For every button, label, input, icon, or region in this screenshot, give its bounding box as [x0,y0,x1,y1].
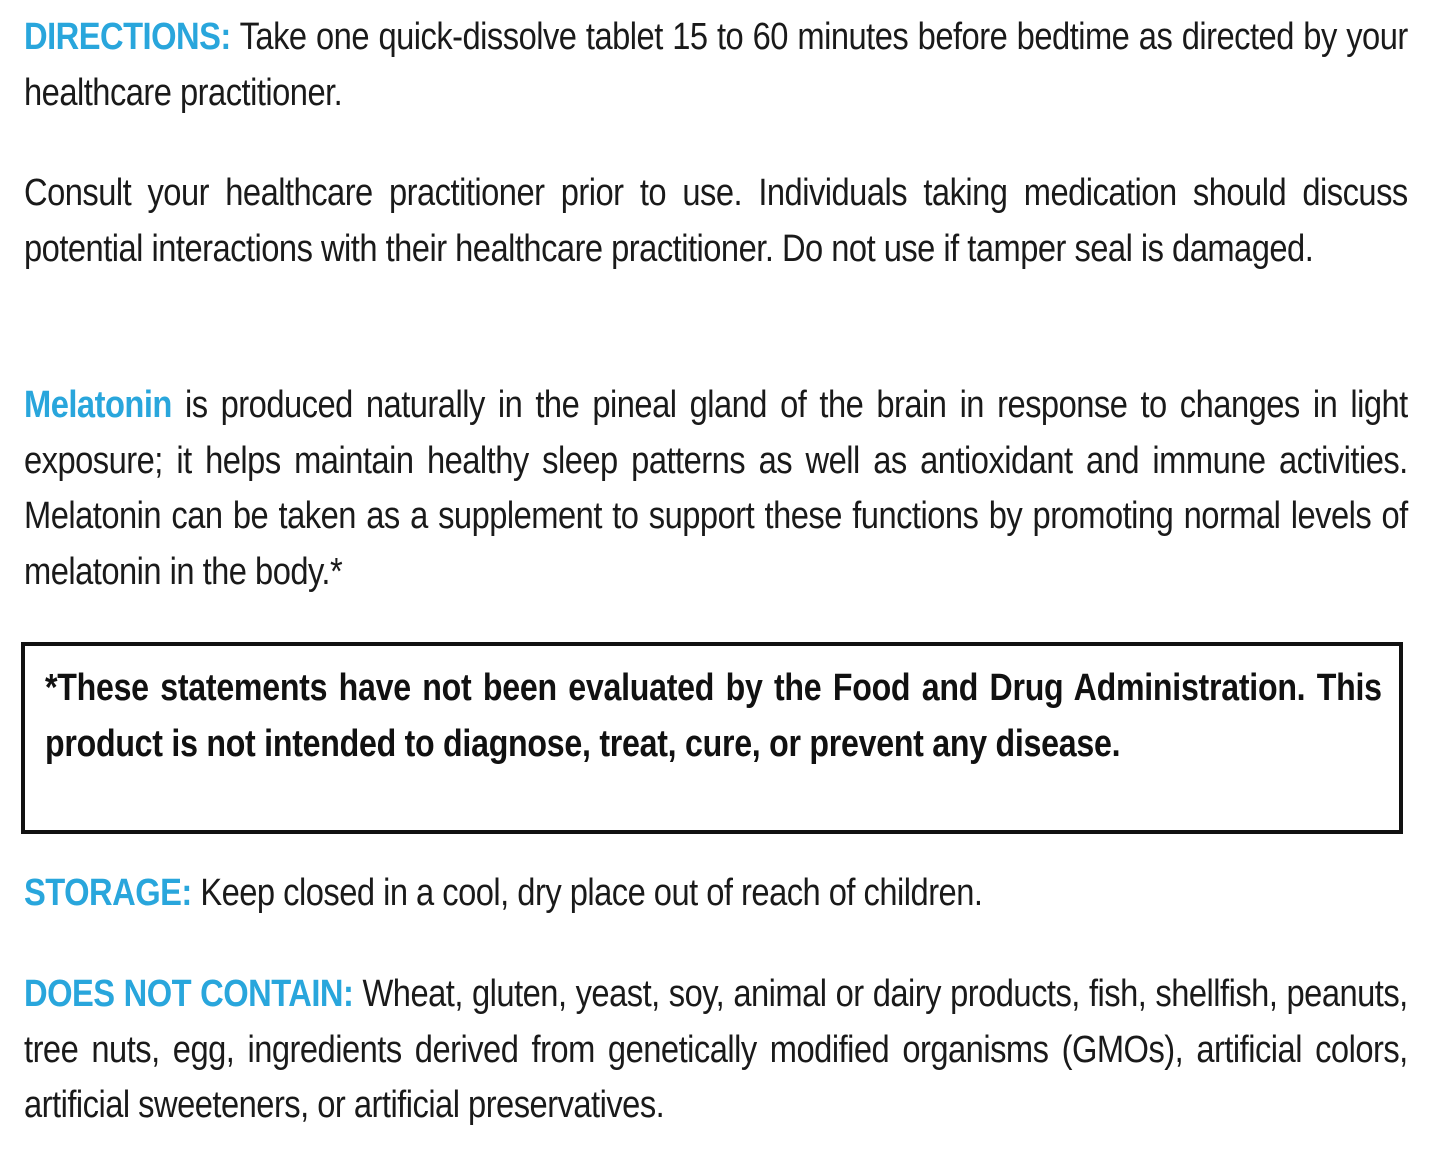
directions-paragraph [24,10,1408,121]
consult-text: Consult your healthcare practitioner prior to use. Individuals taking medication should discuss potential interactions with their healthcare practitioner. Do not use if tamper seal is damaged. [24,172,1408,270]
fda-disclaimer-box [21,642,1403,834]
storage-heading: STORAGE: [24,872,192,914]
melatonin-heading: Melatonin [24,384,172,426]
storage-paragraph [24,866,1408,922]
does-not-contain-paragraph [24,967,1408,1134]
directions-text: Take one quick-dissolve tablet 15 to 60 minutes before bedtime as directed by your healthcare practitioner. [24,16,1408,114]
directions-heading: DIRECTIONS: [24,16,231,58]
fda-disclaimer-text: *These statements have not been evaluated by the Food and Drug Administration. This product is not intended to diagnose, treat, cure, or prevent any disease. [45,667,1382,765]
does-not-contain-text: Wheat, gluten, yeast, soy, animal or dairy products, fish, shellfish, peanuts, tree nuts, egg, ingredients derived from genetically modified organisms (GMOs), artificial colors, artificial sweeteners, or artificial preservatives. [24,973,1408,1126]
storage-text: Keep closed in a cool, dry place out of reach of children. [191,872,983,914]
does-not-contain-heading: DOES NOT CONTAIN: [24,973,354,1015]
melatonin-paragraph [24,378,1408,600]
consult-paragraph [24,166,1408,277]
melatonin-text: is produced naturally in the pineal gland of the brain in response to changes in light exposure; it helps maintain healthy sleep patterns as well as antioxidant and immune activities. Melatonin can be taken as a supplement to support these functions by promoting normal levels of melatonin in the body.* [24,384,1408,593]
